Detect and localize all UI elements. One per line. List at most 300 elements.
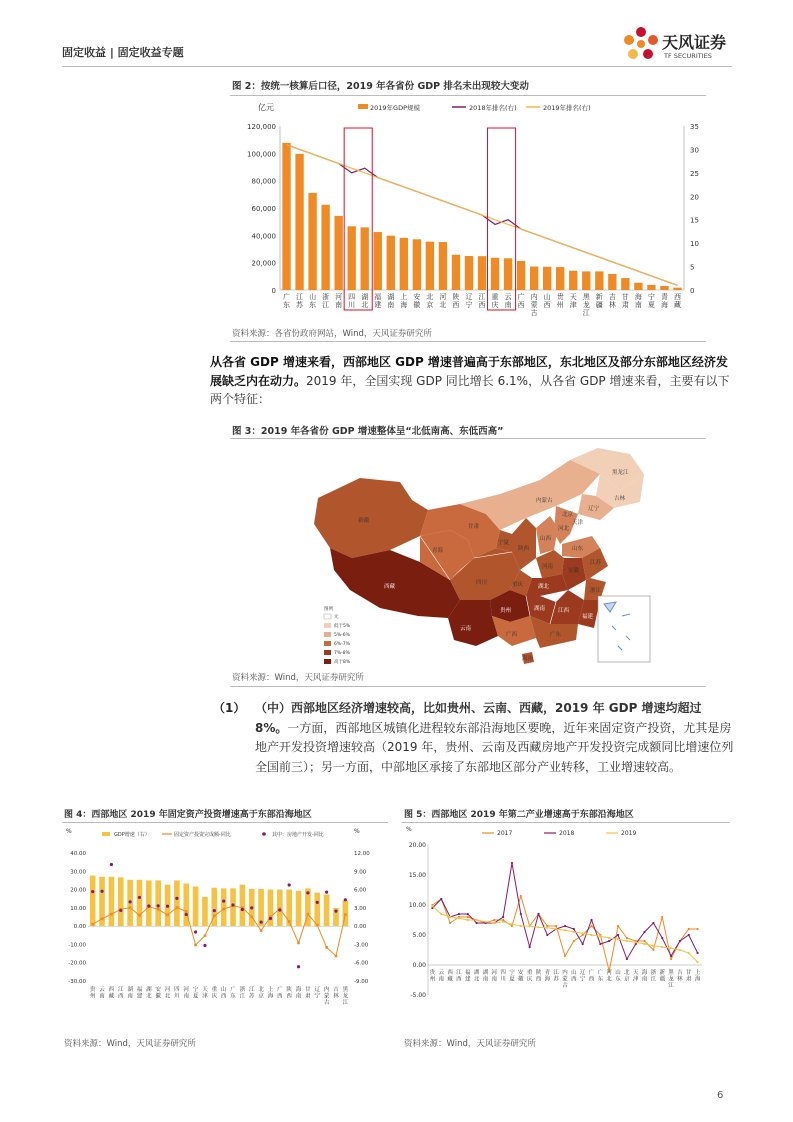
x-tick-label: 吉 <box>677 970 683 976</box>
map-label: 江苏 <box>590 560 602 566</box>
y2-tick-label: 5 <box>690 263 695 272</box>
scatter-point <box>185 913 188 916</box>
series-marker <box>335 955 338 958</box>
legend-label: 固定资产投资完成额-同比 <box>174 832 231 838</box>
south-china-sea-inset <box>598 596 650 662</box>
x-tick-label: 云 <box>504 293 512 301</box>
x-tick-label: 广 <box>597 970 604 976</box>
series-marker <box>449 922 451 924</box>
series-marker <box>511 862 513 864</box>
figure4-chart <box>62 823 390 1029</box>
map-label: 湖北 <box>538 584 550 590</box>
bar <box>374 232 382 290</box>
map-label: 山东 <box>572 546 584 552</box>
x-tick-label: 内 <box>562 970 568 976</box>
y2-tick-label: -9.00 <box>354 979 369 985</box>
header-divider <box>62 66 732 67</box>
x-tick-label: 黑 <box>668 970 674 976</box>
figure3-bottom-rule <box>230 686 706 687</box>
x-tick-label: 海 <box>694 976 701 983</box>
scatter-point <box>334 910 337 913</box>
scatter-point <box>166 905 169 908</box>
x-tick-label: 江 <box>650 976 657 983</box>
x-tick-label: 辽 <box>314 987 321 993</box>
series-marker <box>467 913 469 915</box>
x-tick-label: 夏 <box>509 976 515 983</box>
x-tick-label: 重 <box>491 293 499 301</box>
series-marker <box>537 913 539 915</box>
scatter-point <box>316 901 319 904</box>
series-marker <box>643 943 645 945</box>
paragraph-2-text: 一方面，西部地区城镇化进程较东部沿海地区要晚，近年来固定资产投资，尤其是房地产开发投资增速较高（2019 年，贵州、云南及西藏房地产开发投资完成额同比增速位列全国前三）；另一方面，中部地区承接了东部地区部分产业转移，工业增速较高。 <box>255 720 734 774</box>
x-tick-label: 湖 <box>127 987 133 993</box>
x-tick-label: 南 <box>99 993 105 1000</box>
x-tick-label: 江 <box>553 970 559 976</box>
series-marker <box>431 905 433 907</box>
x-tick-label: 新 <box>659 970 665 976</box>
x-tick-label: 夏 <box>192 993 199 1000</box>
y-tick-label: -20.00 <box>68 960 86 967</box>
series-marker <box>643 940 645 942</box>
x-tick-label: 海 <box>544 976 551 983</box>
bar <box>321 205 329 290</box>
x-tick-label: 苏 <box>296 301 304 309</box>
x-tick-label: 林 <box>677 976 683 983</box>
bar <box>634 283 642 290</box>
x-tick-label: 上 <box>400 293 408 301</box>
bar <box>137 880 143 926</box>
bar <box>146 880 152 926</box>
series-marker <box>573 928 575 930</box>
series-marker <box>467 916 469 918</box>
bar <box>491 258 499 290</box>
bar <box>673 288 681 290</box>
x-tick-label: 藏 <box>673 301 681 309</box>
scatter-point <box>100 890 103 893</box>
map-label: 黑龙江 <box>612 470 629 476</box>
map-label: 四川 <box>476 580 488 586</box>
x-tick-label: 辽 <box>465 293 473 301</box>
series-marker <box>688 934 690 936</box>
series-marker <box>617 938 619 940</box>
x-tick-label: 安 <box>155 987 161 993</box>
figure4-source: 资料来源：Wind，天风证券研究所 <box>64 1039 196 1049</box>
x-tick-label: 西 <box>286 993 292 1000</box>
x-tick-label: 贵 <box>556 293 564 301</box>
series-marker <box>316 924 319 927</box>
y-unit: % <box>66 828 72 835</box>
x-tick-label: 江 <box>322 301 330 309</box>
x-tick-label: 西 <box>108 987 115 993</box>
x-tick-label: 广 <box>517 293 525 301</box>
y-tick-label: 20.00 <box>70 887 86 894</box>
x-tick-label: 古 <box>562 983 568 989</box>
x-tick-label: 宁 <box>579 976 586 983</box>
y-tick-label: 30.00 <box>70 869 86 876</box>
x-tick-label: 庆 <box>491 301 499 309</box>
series-marker <box>564 925 566 927</box>
map-label: 贵州 <box>500 608 512 614</box>
scatter-point <box>213 909 216 912</box>
series-marker <box>679 940 681 942</box>
series-marker <box>110 913 113 916</box>
x-tick-label: 海 <box>400 301 408 309</box>
x-tick-label: 南 <box>634 301 642 309</box>
x-tick-label: 徽 <box>413 301 421 309</box>
series-marker <box>643 931 645 933</box>
x-tick-label: 津 <box>569 301 577 309</box>
y2-tick-label: 3.00 <box>354 905 367 912</box>
map-label: 新疆 <box>358 518 370 524</box>
x-tick-label: 南 <box>504 301 512 309</box>
map-label: 吉林 <box>614 496 626 502</box>
bar <box>621 278 629 290</box>
series-marker <box>608 940 610 942</box>
x-tick-label: 山 <box>309 293 317 301</box>
series-marker <box>511 923 513 925</box>
series-marker <box>599 943 601 945</box>
bar <box>361 227 369 290</box>
map-xinjiang <box>314 478 428 558</box>
bar <box>556 267 564 290</box>
x-tick-label: 东 <box>597 976 604 983</box>
map-label: 云南 <box>460 626 472 632</box>
series-marker <box>546 927 548 929</box>
y2-tick-label: -3.00 <box>354 942 369 949</box>
x-tick-label: 福 <box>465 970 471 976</box>
series-marker <box>688 928 690 930</box>
bar <box>334 216 342 290</box>
x-tick-label: 西 <box>543 301 551 309</box>
x-tick-label: 海 <box>641 970 648 976</box>
map-label: 内蒙古 <box>536 498 553 504</box>
x-tick-label: 西 <box>517 301 525 309</box>
legend-item: 7%-8% <box>334 651 350 656</box>
legend-label: 2019年GDP规模 <box>370 104 421 112</box>
scatter-point <box>231 903 234 906</box>
figure5-chart <box>402 823 732 1031</box>
scatter-point <box>344 898 347 901</box>
figure2-source: 资料来源：各省份政府网站，Wind，天风证券研究所 <box>232 329 432 339</box>
paragraph-2-bold: （中）西部地区经济增速较高，比如贵州、云南、西藏，2019 年 GDP 增速均超过 8%。 <box>255 701 702 735</box>
map-label: 江西 <box>558 608 570 614</box>
bar <box>174 880 180 926</box>
x-tick-label: 北 <box>426 293 434 301</box>
x-tick-label: 京 <box>624 976 630 983</box>
y-tick-label: 40.00 <box>70 851 86 857</box>
scatter-point <box>250 906 253 909</box>
series-marker <box>661 916 663 918</box>
x-tick-label: 山 <box>615 970 621 976</box>
x-tick-label: 山 <box>220 987 227 993</box>
bar <box>465 256 473 290</box>
y2-tick-label: 12.00 <box>354 851 370 857</box>
x-tick-label: 江 <box>582 309 590 317</box>
series-marker <box>260 929 263 932</box>
paragraph-2-number: （1） <box>213 701 246 715</box>
legend-item: 6%-7% <box>334 642 350 647</box>
x-tick-label: 天 <box>202 987 208 993</box>
map-label: 河南 <box>542 564 554 570</box>
x-tick-label: 山 <box>571 970 577 976</box>
map-label: 辽宁 <box>588 506 600 512</box>
logo-cn: 天风证券 <box>662 33 727 52</box>
x-tick-label: 蒙 <box>530 301 538 309</box>
scatter-point <box>110 863 113 866</box>
series-marker <box>555 928 557 930</box>
scatter-point <box>119 909 122 912</box>
series-marker <box>204 934 207 937</box>
x-tick-label: 江 <box>248 987 255 993</box>
series-marker <box>582 932 584 934</box>
x-tick-label: 肃 <box>621 301 629 309</box>
x-tick-label: 古 <box>530 309 538 317</box>
series-marker <box>652 945 654 947</box>
x-tick-label: 四 <box>174 987 180 993</box>
x-tick-label: 西 <box>277 993 283 1000</box>
page-number: 6 <box>717 1090 724 1101</box>
bar <box>439 242 447 290</box>
y-tick-label: 0.00 <box>412 962 426 969</box>
y-tick-label: 0.00 <box>73 924 86 931</box>
series-marker <box>91 923 94 926</box>
scatter-point <box>241 908 244 911</box>
x-tick-label: 林 <box>333 993 339 1000</box>
x-tick-label: 北 <box>606 976 612 983</box>
map-label: 广东 <box>550 632 562 638</box>
x-tick-label: 东 <box>309 301 317 309</box>
x-tick-label: 贵 <box>429 970 436 976</box>
bar <box>478 256 486 290</box>
legend-title: 图例 <box>324 607 333 612</box>
map-jiangxi <box>550 590 584 624</box>
bar <box>660 286 668 290</box>
series-marker <box>185 910 188 913</box>
x-tick-label: 黑 <box>342 987 349 993</box>
bar <box>348 226 356 290</box>
x-tick-label: 南 <box>127 993 133 1000</box>
scatter-point <box>157 904 160 907</box>
series-marker <box>529 925 531 927</box>
scatter-point <box>203 944 206 947</box>
x-tick-label: 蒙 <box>562 976 568 983</box>
series-marker <box>537 926 539 928</box>
scatter-point <box>288 883 291 886</box>
series-marker <box>626 940 628 942</box>
x-tick-label: 南 <box>335 301 343 309</box>
x-tick-label: 安 <box>413 293 421 301</box>
legend-label: 2019年排名(右) <box>543 104 591 112</box>
bar <box>118 877 124 926</box>
x-tick-label: 藏 <box>447 976 453 983</box>
series-marker <box>449 916 451 918</box>
figure4-title: 图 4：西部地区 2019 年固定资产投资增速高于东部沿海地区 <box>64 810 312 820</box>
figure3-source: 资料来源：Wind，天风证券研究所 <box>232 673 364 683</box>
x-tick-label: 东 <box>283 301 291 309</box>
series-marker <box>440 913 442 915</box>
series-marker <box>493 922 495 924</box>
x-tick-label: 福 <box>374 293 382 301</box>
map-label: 陕西 <box>518 546 530 552</box>
x-tick-label: 青 <box>660 293 668 301</box>
x-tick-label: 浙 <box>239 987 246 993</box>
tf-flower-logo-icon <box>622 26 660 66</box>
map-label: 青海 <box>432 548 444 554</box>
x-tick-label: 夏 <box>647 301 655 309</box>
legend-item: 5%-6% <box>334 633 350 638</box>
x-tick-label: 川 <box>348 301 356 309</box>
series-marker <box>520 913 522 915</box>
series-marker <box>696 961 698 963</box>
series-marker <box>476 919 478 921</box>
map-shanxi <box>536 516 558 554</box>
x-tick-label: 西 <box>447 970 453 976</box>
x-tick-label: 南 <box>183 993 190 1000</box>
bar <box>426 242 434 290</box>
bar <box>90 876 96 927</box>
x-tick-label: 海 <box>267 993 274 1000</box>
series-marker <box>213 914 216 917</box>
x-tick-label: 云 <box>99 987 105 993</box>
bar <box>221 888 227 926</box>
series-marker <box>582 943 584 945</box>
series-marker <box>652 922 654 924</box>
x-tick-label: 庆 <box>211 993 218 1000</box>
x-tick-label: 广 <box>277 987 283 993</box>
x-tick-label: 南 <box>641 976 648 983</box>
legend-label: GDP增速（右） <box>114 832 150 838</box>
x-tick-label: 重 <box>211 987 218 993</box>
series-marker <box>670 958 672 960</box>
figure3-title: 图 3：2019 年各省份 GDP 增速整体呈“北低南高、东低西高” <box>232 426 504 437</box>
x-tick-label: 河 <box>183 987 190 993</box>
series-marker <box>288 920 291 923</box>
x-tick-label: 河 <box>164 987 171 993</box>
series-marker <box>529 946 531 948</box>
scatter-point <box>147 904 150 907</box>
x-tick-label: 甘 <box>305 987 311 993</box>
x-tick-label: 天 <box>569 293 577 301</box>
x-tick-label: 吉 <box>333 987 339 993</box>
y-tick-label: 20.00 <box>408 842 426 849</box>
series-marker <box>502 921 504 923</box>
figure5-source: 资料来源：Wind，天风证券研究所 <box>404 1039 536 1049</box>
series-marker <box>608 937 610 939</box>
bar <box>530 266 538 290</box>
series-marker <box>484 921 486 923</box>
y-tick-label: -5.00 <box>410 992 426 999</box>
scatter-point <box>278 908 281 911</box>
map-label: 天津 <box>572 520 584 526</box>
x-tick-label: 肃 <box>685 976 692 983</box>
bar <box>517 261 525 290</box>
x-tick-label: 北 <box>258 987 264 993</box>
x-tick-label: 京 <box>258 993 264 1000</box>
x-tick-label: 河 <box>606 970 612 976</box>
y-unit: % <box>406 826 412 833</box>
legend-swatch <box>358 104 368 109</box>
x-tick-label: 山 <box>543 293 551 301</box>
bar <box>295 154 303 290</box>
series-marker <box>564 955 566 957</box>
x-tick-label: 西 <box>220 993 227 1000</box>
x-tick-label: 南 <box>491 976 498 983</box>
map-label: 广西 <box>506 632 518 638</box>
map-label: 西藏 <box>384 584 396 590</box>
x-tick-label: 南 <box>482 976 489 983</box>
y2-tick-label: 15 <box>690 216 699 225</box>
series-marker <box>626 937 628 939</box>
x-tick-label: 甘 <box>621 293 629 301</box>
logo-en: TF SECURITIES <box>664 52 712 60</box>
series-marker <box>467 919 469 921</box>
x-tick-label: 京 <box>426 301 434 309</box>
x-tick-label: 龙 <box>342 993 349 1000</box>
series-marker <box>101 918 104 921</box>
x-tick-label: 辽 <box>579 970 586 976</box>
x-tick-label: 西 <box>535 976 542 983</box>
bar <box>202 897 208 926</box>
legend-label: 2017 <box>497 830 513 837</box>
series-marker <box>590 919 592 921</box>
y-tick-label: 20,000 <box>251 259 276 268</box>
x-tick-label: 四 <box>500 970 506 976</box>
x-tick-label: 海 <box>660 301 668 309</box>
legend-item: 低于5% <box>334 624 351 629</box>
x-tick-label: 疆 <box>659 976 665 983</box>
figure3-top-rule <box>230 438 706 439</box>
x-tick-label: 川 <box>500 976 506 983</box>
x-tick-label: 河 <box>439 293 447 301</box>
x-tick-label: 甘 <box>685 970 692 976</box>
series-marker <box>573 931 575 933</box>
x-tick-label: 西 <box>117 993 124 1000</box>
x-tick-label: 安 <box>518 970 524 976</box>
bar <box>282 143 290 290</box>
x-tick-label: 广 <box>283 293 291 301</box>
series-marker <box>157 908 160 911</box>
bar <box>268 890 274 927</box>
paragraph-2 <box>255 699 735 777</box>
x-tick-label: 西 <box>673 293 681 301</box>
figure2-title: 图 2：按统一核算后口径，2019 年各省份 GDP 排名未出现较大变动 <box>232 81 529 92</box>
y2-tick-label: 0.00 <box>354 924 367 931</box>
x-tick-label: 贵 <box>89 987 96 993</box>
series-marker <box>476 922 478 924</box>
series-marker <box>493 919 495 921</box>
x-tick-label: 肃 <box>305 993 311 1000</box>
x-tick-label: 东 <box>230 993 236 1000</box>
series-marker <box>555 925 557 927</box>
bar <box>314 893 320 927</box>
bar <box>230 888 236 926</box>
x-tick-label: 庆 <box>526 976 533 983</box>
x-tick-label: 陕 <box>286 987 292 993</box>
bar <box>155 880 161 926</box>
series-marker <box>652 949 654 951</box>
x-tick-label: 江 <box>342 1000 349 1006</box>
series-marker <box>670 955 672 957</box>
header-text: 固定收益 | 固定收益专题 <box>62 46 184 59</box>
y-tick-label: 5.00 <box>412 932 426 939</box>
x-tick-label: 江 <box>239 993 246 1000</box>
y-tick-label: 60,000 <box>251 205 276 213</box>
legend-swatch <box>262 832 266 836</box>
x-tick-label: 林 <box>608 301 616 309</box>
x-tick-label: 海 <box>295 987 302 993</box>
x-tick-label: 北 <box>624 970 630 976</box>
figure3-map <box>300 440 660 668</box>
